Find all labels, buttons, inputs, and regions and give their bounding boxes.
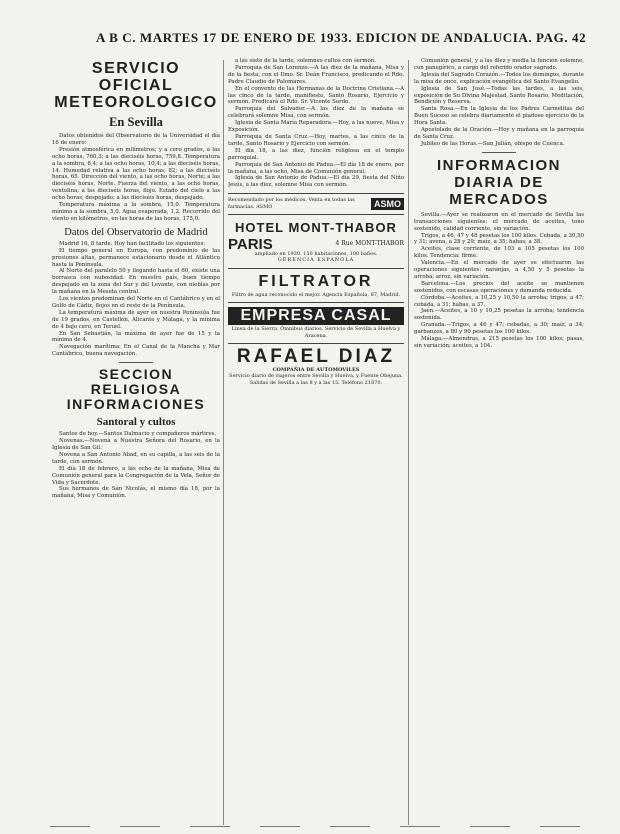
ad-casal: [228, 302, 404, 339]
paragraph: a las siete de la tarde, solemnes cultos con sermón.: [235, 58, 376, 64]
paragraph: En el convento de las Hermanas de la Doctrina Cristiana.—A las cinco de la tarde, manifiesto, Santo Rosario, Ejercicio y sermón. Predicará el Rdo. Sr. Vicente Sordo.: [228, 85, 404, 106]
rafael-text: Servicio diario de viajeros entre Sevilla y Huelva, y Fuente Obejuna. Salidas de Sevilla a las 8 y a las 15. Teléfono 21870.: [229, 373, 403, 386]
divider: [119, 362, 153, 363]
market-title: INFORMACION DIARIA DE MERCADOS: [437, 156, 561, 208]
cultos-text: [228, 58, 404, 189]
column-rule: [408, 60, 409, 825]
hotel-sub: ampliado en 1930. 150 habitaciones, 100 baños.: [254, 251, 378, 258]
paragraph: El día 18, a las diez, función religiosa en el templo parroquial.: [228, 147, 404, 161]
paragraph: Parroquia de San Lorenzo.—A las diez de la mañana, Misa y de la fiesta, con el Ilmo. Sr. Deán Francisco, predicando el Rdo. Padre Claudio de Palomares.: [228, 64, 404, 85]
paragraph: Jubileo de las Horas.—San Julián, obispo de Cuenca.: [421, 140, 565, 147]
cultos-cont-text: [414, 58, 584, 148]
paragraph: Jaén.—Aceites, a 10 y 10,25 pesetas la arroba; tendencia sostenida.: [414, 308, 584, 322]
paragraph: Iglesia de San José.—Todas las tardes, a las seis, exposición de Su Divina Majestad, Santo Rosario, Meditación, Bendición y Reserva.: [414, 85, 584, 106]
paragraph: Trigos, a 46, 47 y 48 pesetas los 100 kilos. Cebada, a 30,50 y 31; avena, a 28 y 29; maíz, a 35; habas, a 38.: [414, 232, 584, 246]
paragraph: Madrid 16, 8 tarde. Hoy han facilitado los siguientes:: [59, 240, 206, 247]
paragraph: Presión atmosférica en milímetros; y a cero grados, a las ocho horas, 760,3; a las dieciséis horas, 759,8. Temperatura a la sombra, 8,4; a las ocho horas, 10,4; a las dieciséis horas, 14. Humedad relativa a las ocho horas, 82; a las dieciséis horas, 65. Dirección del viento, a las ocho horas, Norte; a las dieciséis horas, Norte. Fuerza del viento, a las ocho horas, ventolina; a las dieciséis horas, flojo. Estado del cielo a las ocho horas, despejado; a las dieciséis horas, despejado.: [52, 146, 220, 202]
santoral-heading: Santoral y cultos: [96, 416, 176, 429]
rafael-sub: COMPAÑIA DE AUTOMOVILES: [272, 367, 360, 374]
ad-filtrator: [228, 268, 404, 298]
masthead: A B C. MARTES 17 DE ENERO DE 1933. EDICION DE ANDALUCIA. PAG. 42: [96, 30, 587, 45]
madrid-heading: Datos del Observatorio de Madrid: [64, 226, 208, 238]
paragraph: Navegación marítima: En el Canal de la Mancha y Mar Cantábrico, buena navegación.: [52, 344, 220, 358]
sevilla-heading: En Sevilla: [109, 115, 163, 129]
divider: [482, 152, 516, 153]
filtrator-name: FILTRATOR: [258, 272, 374, 290]
casal-name: EMPRESA CASAL: [228, 307, 404, 325]
paragraph: Aceites, clase corriente, de 103 a 105 pesetas los 100 kilos. Tendencia: firme.: [414, 246, 584, 260]
paragraph: La temperatura máxima de ayer en nuestra Península fue de 19 grados, en Castellón, Alicante y Málaga, y la mínima de 4 bajo cero, en Teruel.: [52, 309, 220, 330]
paragraph: El día 18 de febrero, a las ocho de la mañana, Misa de Comunión general para la Congregación de la Vela, Señor de Vida y Sacerdote.: [52, 465, 220, 486]
paragraph: Novena a San Antonio Abad, en su capilla, a las seis de la tarde, con sermón.: [52, 451, 220, 465]
paragraph: Novenas.—Novena a Nuestra Señora del Rosario, en la Iglesia de San Gil.: [52, 438, 220, 451]
column-middle: [228, 58, 404, 828]
paragraph: Granada.—Trigos, a 46 y 47; cebadas, a 30; maíz, a 34; garbanzos, a 80 y 90 pesetas los 100 kilos.: [414, 322, 584, 336]
casal-sub: Línea de la Sierra. Ómnibus diarios. Servicio de Sevilla a Huelva y Aracena.: [231, 326, 401, 339]
hotel-name: HOTEL MONT-THABOR: [235, 220, 397, 236]
paragraph: Datos obtenidos del Observatorio de la Universidad el día 16 de enero:: [52, 133, 220, 146]
paragraph: Córdoba.—Aceites, a 10,25 y 10,50 la arroba; trigos, a 47; cebada, a 31; habas, a 37.: [414, 294, 584, 308]
paragraph: Parroquia del Salvador.—A las diez de la mañana se celebrará solemne Misa, con sermón.: [228, 106, 404, 120]
paragraph: Sevilla.—Ayer se realizaron en el mercado de Sevilla las transacciones siguientes: el mercado de aceites, tono sostenido, calidad corriente, sin variación.: [414, 211, 584, 232]
paragraph: Iglesia del Sagrado Corazón.—Todos los domingos, durante la misa de once, explicación evangélica del Santo Evangelio.: [414, 71, 584, 85]
ad-asmo: [228, 193, 404, 210]
paragraph: Santa Rosa.—En la Iglesia de los Padres Carmelitas del Buen Suceso se celebra diariamente el piadoso ejercicio de la Hora Santa.: [414, 106, 584, 127]
paragraph: Sus hermanos de San Nicolás, el mismo día 18, por la mañana, Misa y Comunión.: [52, 486, 220, 500]
paragraph: Barcelona.—Los precios del aceite se mantienen sostenidos, con escasas operaciones y demanda reducida.: [414, 280, 584, 294]
ad-hotel: [228, 214, 404, 264]
madrid-text: [52, 241, 220, 358]
paragraph: Parroquia de San Antonio de Padua.—El día 18 de enero, por la mañana, a las ocho, Misa de Comunión general.: [228, 161, 404, 175]
paragraph: Valencia.—En el mercado de ayer se efectuaron las operaciones siguientes: naranjas, a 4,50 y 5 pesetas la arroba; arroz, sin variación.: [414, 260, 584, 280]
santoral-text: [52, 431, 220, 500]
ad-rafael-diaz: [228, 343, 404, 386]
paragraph: Parroquia de Santa Cruz.—Hoy, martes, a las cinco de la tarde, Santo Rosario y Ejercicio con sermón.: [228, 133, 404, 147]
paragraph: Iglesia de San Antonio de Padua.—El día 29, fiesta del Niño Jesús, a las diez, solemne Misa con sermón.: [228, 175, 404, 189]
filtrator-sub: Filtro de agua reconocido el mejor. Agencia Española, 87, Madrid.: [231, 291, 401, 298]
paragraph: Al Norte del paralelo 50 y llegando hasta el 60, existe una borrasca con nubosidad. En nuestro país, buen tiempo despejado en la zona del Sur y del Levante, con nieblas por la mañana en la Meseta central.: [52, 268, 220, 296]
paragraph: Los vientos predominan del Norte en el Cantábrico y en el Golfo de Cádiz, flojos en el resto de la Península.: [52, 296, 220, 309]
paragraph: En San Sebastián, la máxima de ayer fue de 15 y la mínima de 4.: [52, 330, 220, 344]
footer-rule: [50, 826, 590, 827]
asmo-logo: ASMO: [371, 198, 404, 210]
column-rule: [223, 60, 224, 825]
hotel-address: 4 Rue MONT-THABOR: [335, 240, 404, 248]
paragraph: Málaga.—Almendras, a 215 pesetas los 100 kilos; pasas, sin variación; aceites, a 104.: [414, 336, 584, 349]
paragraph: Apostolado de la Oración.—Hoy y mañana en la parroquia de Santa Cruz.: [414, 127, 584, 140]
sevilla-text: [52, 133, 220, 223]
column-left: [52, 58, 220, 828]
paragraph: El tiempo general en Europa, con predominio de las presiones altas, permanece estacionario desde el Atlántico hasta la Península.: [52, 247, 220, 268]
hotel-tag: GERENCIA ESPAÑOLA: [277, 257, 355, 264]
ad-text: Recomendado por los médicos. Venta en todas las farmacias. ASMO: [228, 197, 355, 210]
paragraph: Santos de hoy.—Santos Dalmacio y compañeros mártires.: [59, 431, 217, 438]
paragraph: Temperatura máxima a la sombra, 15,0. Temperatura mínima a la sombra, 5,0. Agua evaporada, 1,2. Recorrido del viento en kilómetros, en las horas de las horas, 175,0.: [52, 202, 220, 222]
column-right: [414, 58, 584, 828]
hotel-city: PARIS: [228, 236, 273, 254]
market-text: [414, 212, 584, 350]
religious-title: SECCION RELIGIOSA INFORMACIONES: [66, 366, 206, 413]
paragraph: Iglesia de Santa María Reparadora.—Hoy, a las nueve, Misa y Exposición.: [228, 120, 404, 134]
rafael-name: RAFAEL DIAZ: [236, 346, 396, 368]
weather-title: SERVICIO OFICIAL METEOROLOGICO: [54, 60, 218, 111]
paragraph: Comunión general, y a las diez y media la función solemne, con panegírico, a cargo del referido orador sagrado.: [414, 58, 584, 71]
